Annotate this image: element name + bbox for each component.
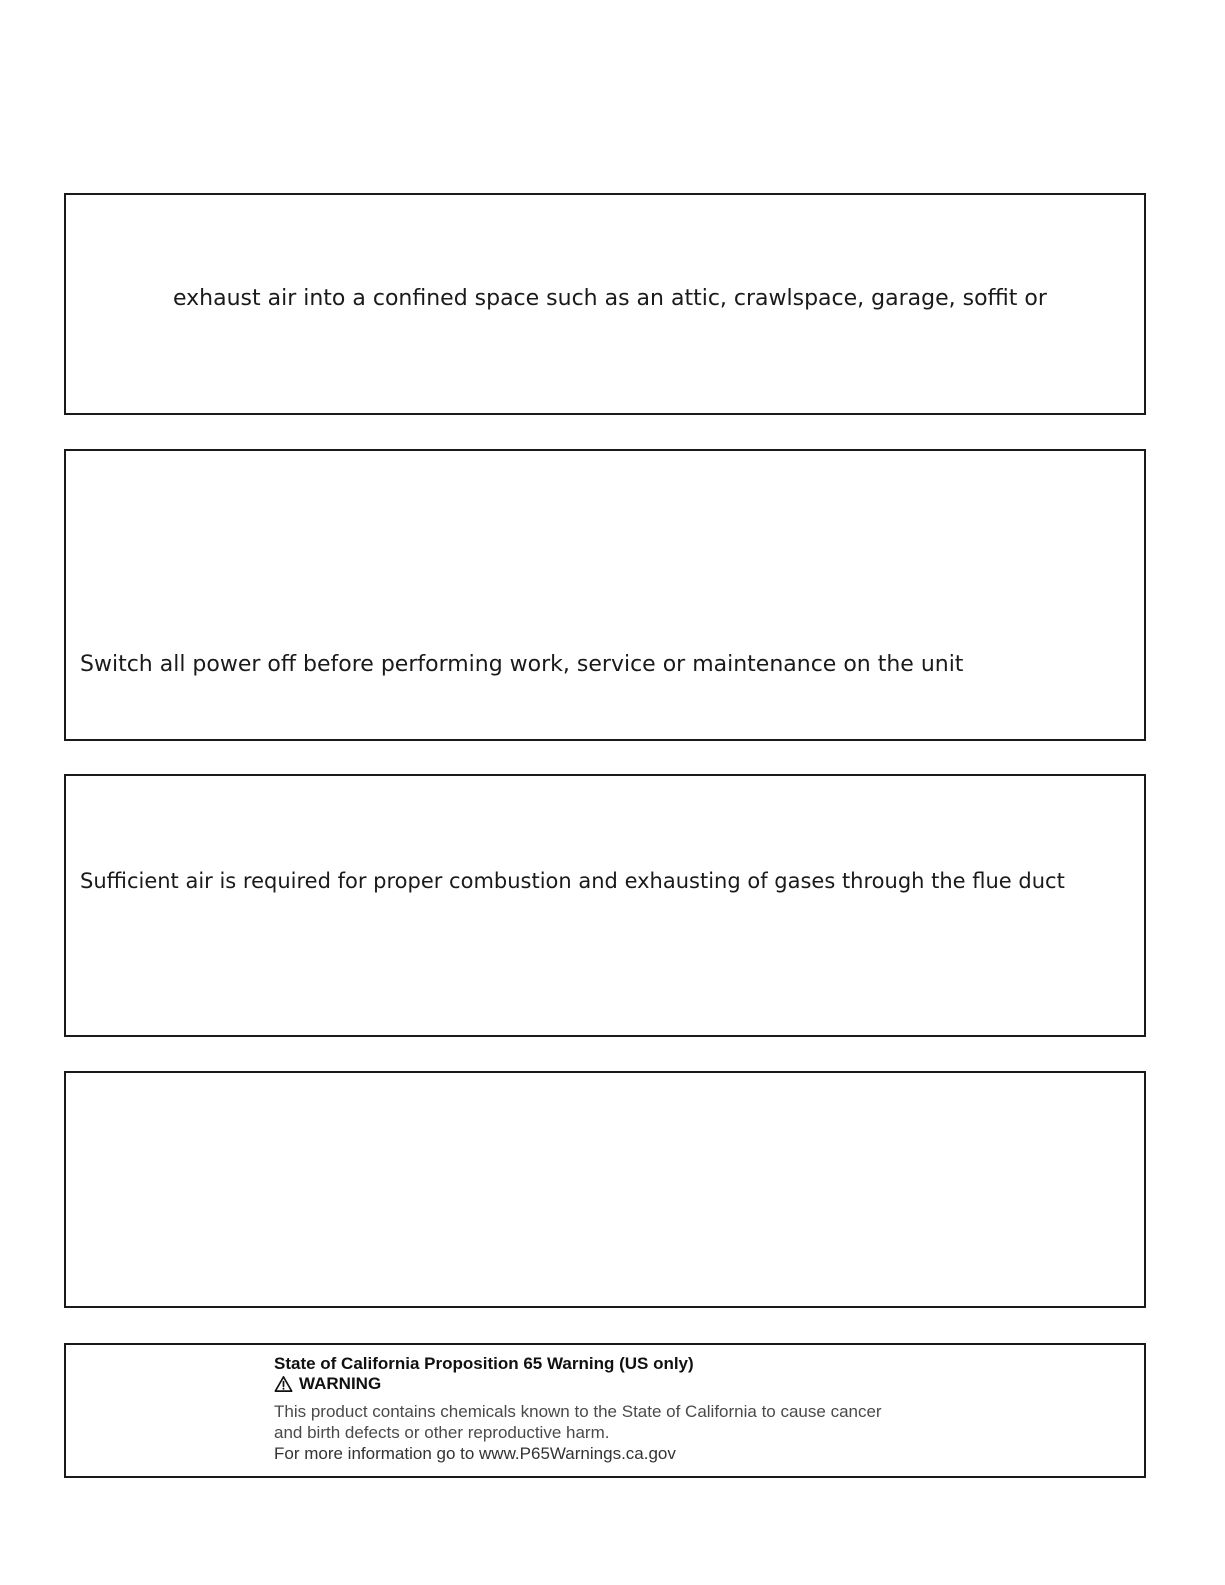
notice-box-combustion bbox=[64, 774, 1146, 1037]
prop65-body-line2: and birth defects or other reproductive harm. bbox=[274, 1423, 610, 1442]
prop65-warning-box bbox=[64, 1343, 1146, 1478]
prop65-body-line1: This product contains chemicals known to the State of California to cause cancer bbox=[274, 1402, 882, 1421]
prop65-warning-label: WARNING bbox=[299, 1374, 382, 1393]
exhaust-notice-text: exhaust air into a confined space such as an attic, crawlspace, garage, soffit or bbox=[173, 286, 1047, 311]
notice-box-power bbox=[64, 449, 1146, 741]
prop65-warning-heading bbox=[274, 1374, 1034, 1394]
combustion-notice-text: Sufficient air is required for proper combustion and exhausting of gases through the flue duct bbox=[80, 869, 1065, 893]
prop65-content bbox=[274, 1354, 1034, 1464]
prop65-title: State of California Proposition 65 Warning (US only) bbox=[274, 1354, 694, 1373]
prop65-info-line: For more information go to www.P65Warnings.ca.gov bbox=[274, 1444, 676, 1463]
warning-triangle-icon bbox=[274, 1375, 293, 1393]
notice-box-empty bbox=[64, 1071, 1146, 1308]
power-notice-text: Switch all power off before performing work, service or maintenance on the unit bbox=[80, 652, 964, 677]
notice-box-exhaust bbox=[64, 193, 1146, 415]
